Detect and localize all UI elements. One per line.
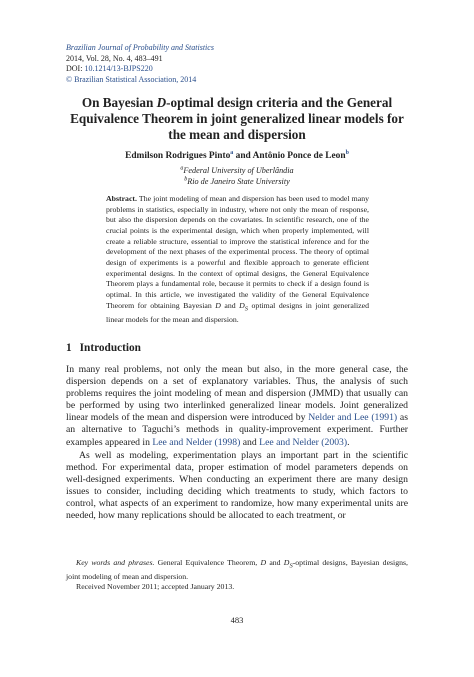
abstract-text-2: optimal designs in joint generalized linear models for the mean and dispersion. bbox=[106, 300, 370, 324]
title-pre: On Bayesian bbox=[81, 95, 157, 110]
doi-label: DOI: bbox=[66, 64, 85, 74]
affiliation-1-name: Federal University of Uberlândia bbox=[183, 166, 294, 175]
journal-name: Brazilian Journal of Probability and Statistics bbox=[66, 43, 214, 52]
affiliation-1 bbox=[62, 166, 412, 175]
keywords-text-a: General Equivalence Theorem, bbox=[154, 558, 261, 567]
abstract-d: D bbox=[215, 300, 221, 310]
keywords-label: Key words and phrases. bbox=[76, 558, 155, 567]
keywords-ds-sub: S bbox=[289, 562, 293, 570]
author-2-sup[interactable]: b bbox=[345, 149, 349, 156]
keywords-text-b: -optimal designs, Bayesian designs, joint modeling of mean and dispersion. bbox=[66, 558, 409, 581]
author-line bbox=[62, 151, 412, 161]
title-d: D bbox=[156, 95, 167, 110]
paragraph-2: As well as modeling, experimentation plays an important part in the scientific method. For experimental data, proper estimation of model parameters depends on well-designed experiments. When conducting an experiment there are many design issues to consider, including deciding which treatments to study, which factors to control, what aspects of an experiment to randomize, how many experimental units are needed, how many replications should be allocated to each treatment, or bbox=[66, 449, 408, 522]
received-date: Received November 2011; accepted January 2013. bbox=[76, 581, 235, 591]
page-number: 483 bbox=[230, 615, 244, 625]
citation-nelder-lee-1991[interactable]: Nelder and Lee (1991) bbox=[308, 412, 398, 424]
paragraph-1 bbox=[66, 364, 408, 449]
citation-lee-nelder-2003[interactable]: Lee and Nelder (2003) bbox=[259, 436, 348, 448]
p1-text-b: as an alternative to Taguchi’s methods in quality-improvement experiment. Further examples appeared in bbox=[66, 412, 408, 448]
abstract-label: Abstract. bbox=[106, 194, 137, 203]
author-and: and bbox=[233, 151, 253, 161]
author-1-sup[interactable]: a bbox=[230, 149, 234, 156]
footnote bbox=[66, 558, 408, 592]
abstract-ds: D bbox=[239, 300, 245, 310]
abstract-ds-sub: S bbox=[244, 305, 249, 313]
affiliation-2 bbox=[62, 177, 412, 186]
abstract bbox=[106, 194, 369, 325]
affiliation-2-name: Rio de Janeiro State University bbox=[187, 177, 290, 186]
affiliation-1-sup: a bbox=[180, 165, 184, 172]
abstract-and: and bbox=[220, 300, 240, 310]
journal-header bbox=[66, 43, 214, 85]
section-heading bbox=[66, 342, 141, 354]
p1-text-c: and bbox=[240, 436, 260, 448]
title-post: -optimal design criteria and the General Equivalence Theorem in joint generalized linear models for the mean and dispersion bbox=[70, 95, 404, 142]
paper-title bbox=[62, 95, 412, 143]
affiliation-2-sup: b bbox=[184, 176, 188, 183]
section-number: 1 bbox=[66, 342, 72, 354]
body-text bbox=[66, 364, 408, 522]
p1-text-a: In many real problems, not only the mean but also, in the more general case, the dispersion depends on a set of explanatory variables. Thus, the analysis of such problems requires the joint modeling of mean and dispersion (JMMD) that usually can be performed by using two interlinked generalized linear models. Joint generalized linear models of the mean and dispersion were introduced by bbox=[66, 364, 408, 424]
journal-copyright: © Brazilian Statistical Association, 2014 bbox=[66, 74, 197, 84]
section-title: Introduction bbox=[79, 342, 141, 354]
journal-doi bbox=[66, 64, 214, 75]
keywords-and: and bbox=[266, 558, 284, 567]
doi-link[interactable]: 10.1214/13-BJPS220 bbox=[84, 64, 153, 74]
author-1: Edmilson Rodrigues Pinto bbox=[125, 151, 231, 161]
keywords bbox=[66, 558, 408, 582]
p1-text-d: . bbox=[347, 436, 350, 448]
author-2: Antônio Ponce de Leon bbox=[252, 151, 346, 161]
abstract-text-1: The joint modeling of mean and dispersion has been used to model many problems in statistics, especially in industry, where not only the mean of response, but also the dispersion depends on the covariates. In scientific research, one of the crucial points is the experimental design, which when properly implemented, will create a reliable structure, essential to improve the statistical inference and for the development of the next phases of the experimental process. The theory of optimal design of experiments is a powerful and flexible approach to generate efficient experimental designs. In the context of optimal designs, the General Equivalence Theorem plays a fundamental role, because it permits to check if a design found is optimal. In this article, we investigated the validity of the General Equivalence Theorem for obtaining Bayesian bbox=[106, 194, 369, 310]
citation-lee-nelder-1998[interactable]: Lee and Nelder (1998) bbox=[152, 436, 241, 448]
keywords-d: D bbox=[260, 558, 267, 567]
journal-volume: 2014, Vol. 28, No. 4, 483–491 bbox=[66, 53, 163, 63]
keywords-ds: D bbox=[283, 558, 290, 567]
